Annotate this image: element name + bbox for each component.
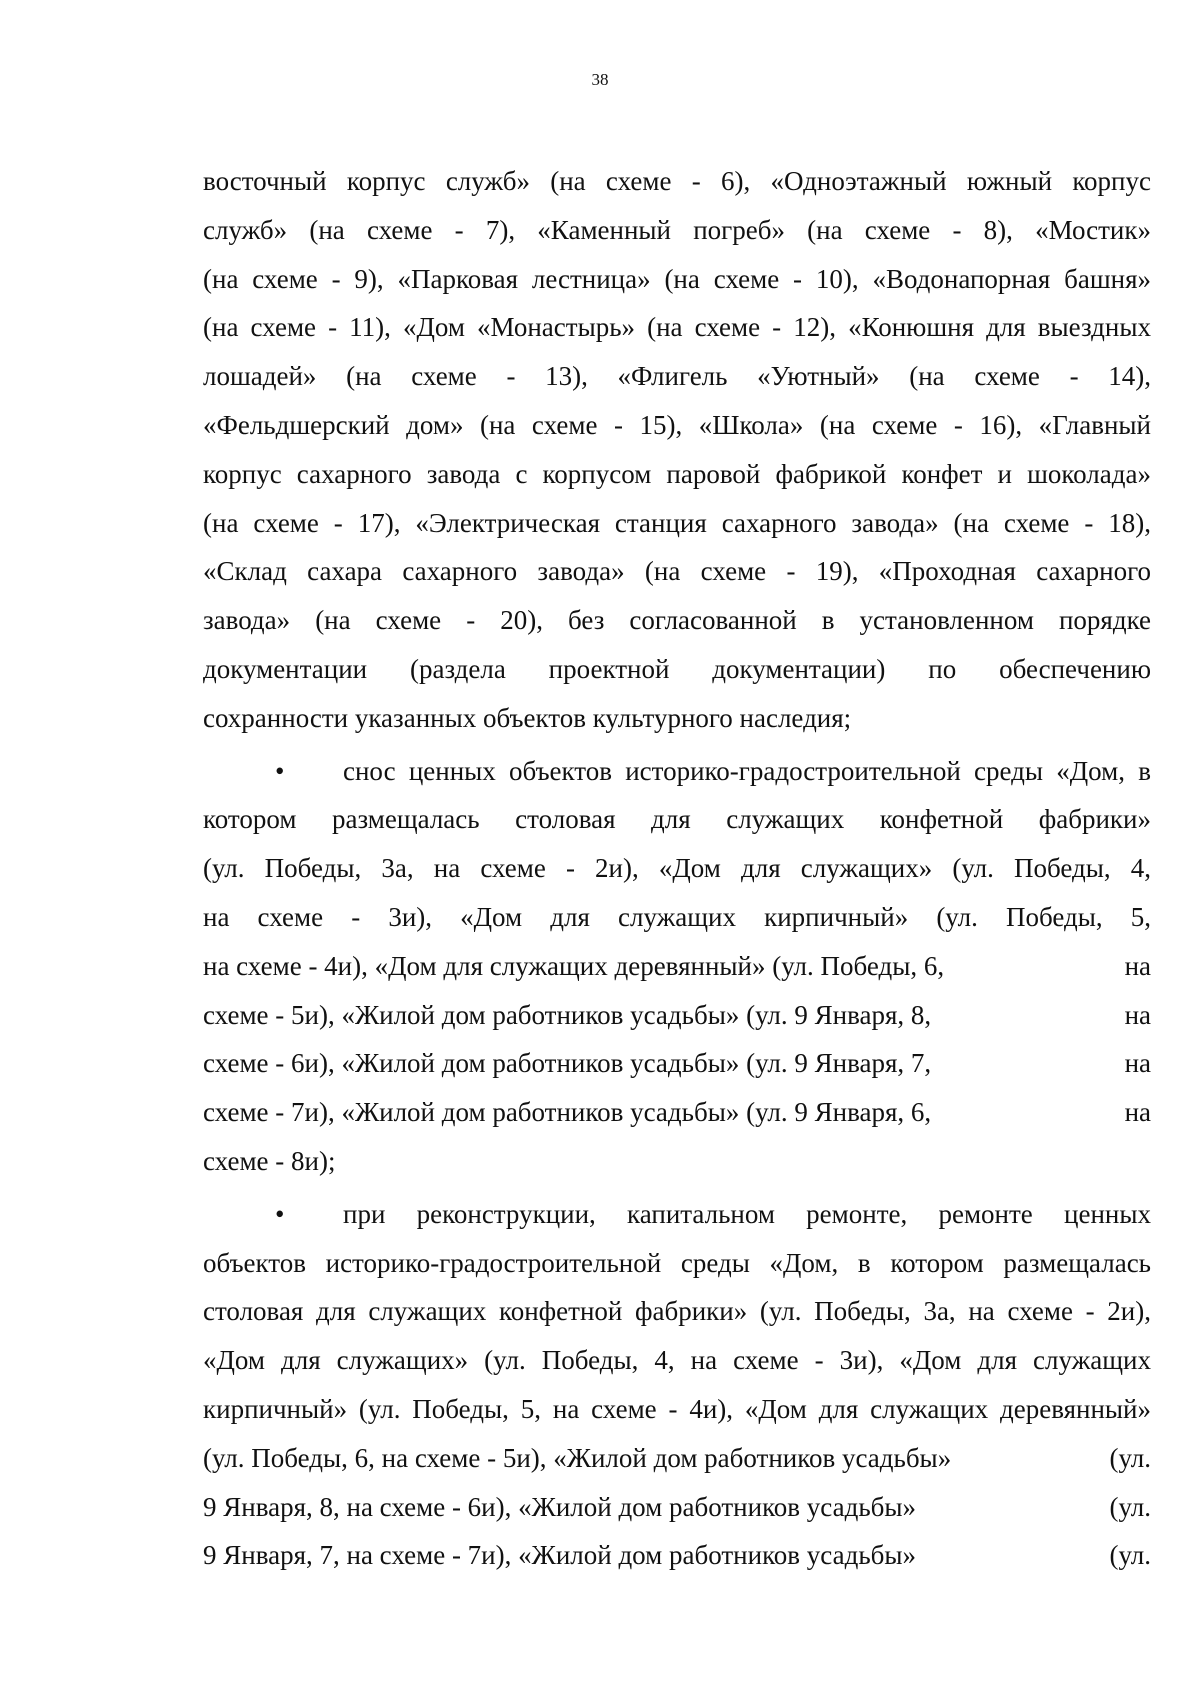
text-line: при реконструкции, капитальном ремонте, ремонте ценных: [343, 1198, 1151, 1229]
text-line-right: на: [1124, 1097, 1151, 1128]
text-line: сохранности указанных объектов культурного наследия;: [203, 702, 852, 733]
text-line: [203, 1088, 1151, 1137]
text-line-left: 9 Января, 7, на схеме - 7и), «Жилой дом работников усадьбы»: [203, 1540, 917, 1571]
text-line: (ул. Победы, 3а, на схеме - 2и), «Дом для служащих» (ул. Победы, 4,: [203, 853, 1151, 884]
bullet-icon: •: [275, 755, 285, 786]
text-line: кирпичный» (ул. Победы, 5, на схеме - 4и), «Дом для служащих деревянный»: [203, 1393, 1151, 1424]
text-line: завода» (на схеме - 20), без согласованной в установленном порядке: [203, 605, 1151, 636]
text-line: документации (раздела проектной документации) по обеспечению: [203, 653, 1151, 684]
text-line-left: (ул. Победы, 6, на схеме - 5и), «Жилой дом работников усадьбы»: [203, 1442, 952, 1473]
text-line-left: схеме - 7и), «Жилой дом работников усадьбы» (ул. 9 Января, 6,: [203, 1097, 932, 1128]
text-line: [203, 1434, 1151, 1483]
text-line: «Фельдшерский дом» (на схеме - 15), «Школа» (на схеме - 16), «Главный: [203, 409, 1151, 440]
text-line-left: на схеме - 4и), «Дом для служащих деревянный» (ул. Победы, 6,: [203, 950, 945, 981]
text-line: [203, 1483, 1151, 1532]
text-line-left: схеме - 6и), «Жилой дом работников усадьбы» (ул. 9 Января, 7,: [203, 1048, 932, 1079]
text-line: котором размещалась столовая для служащих конфетной фабрики»: [203, 804, 1151, 835]
text-line: схеме - 8и);: [203, 1145, 336, 1176]
text-line-right: на: [1124, 999, 1151, 1030]
text-line: на схеме - 3и), «Дом для служащих кирпичный» (ул. Победы, 5,: [203, 901, 1151, 932]
text-line: (на схеме - 11), «Дом «Монастырь» (на схеме - 12), «Конюшня для выездных: [203, 312, 1151, 343]
text-line-right: на: [1124, 1048, 1151, 1079]
text-line: [203, 1039, 1151, 1088]
text-line-left: 9 Января, 8, на схеме - 6и), «Жилой дом работников усадьбы»: [203, 1491, 917, 1522]
bullet-item-demolition: [203, 747, 1151, 1186]
text-line: [203, 1531, 1151, 1580]
bullet-icon: •: [275, 1198, 285, 1229]
bullet-first-line: [203, 747, 1151, 796]
text-line: объектов историко-градостроительной среды «Дом, в котором размещалась: [203, 1247, 1151, 1278]
page-number: 38: [591, 70, 609, 89]
text-line: (на схеме - 17), «Электрическая станция сахарного завода» (на схеме - 18),: [203, 507, 1151, 538]
text-line: снос ценных объектов историко-градостроительной среды «Дом, в: [343, 755, 1151, 786]
text-line: [203, 942, 1151, 991]
document-body: [203, 157, 1151, 1580]
bullet-item-reconstruction: [203, 1190, 1151, 1580]
text-line: лошадей» (на схеме - 13), «Флигель «Уютный» (на схеме - 14),: [203, 361, 1151, 392]
text-line: корпус сахарного завода с корпусом паровой фабрикой конфет и шоколада»: [203, 458, 1151, 489]
text-line: [203, 991, 1151, 1040]
text-line-right: на: [1124, 950, 1151, 981]
text-line: (на схеме - 9), «Парковая лестница» (на схеме - 10), «Водонапорная башня»: [203, 263, 1151, 294]
text-line-right: (ул.: [1109, 1540, 1151, 1571]
paragraph-continuation: [203, 157, 1151, 743]
text-line: «Склад сахара сахарного завода» (на схеме - 19), «Проходная сахарного: [203, 556, 1151, 587]
text-line: служб» (на схеме - 7), «Каменный погреб» (на схеме - 8), «Мостик»: [203, 214, 1151, 245]
text-line-right: (ул.: [1109, 1491, 1151, 1522]
text-line: «Дом для служащих» (ул. Победы, 4, на схеме - 3и), «Дом для служащих: [203, 1345, 1151, 1376]
text-line-left: схеме - 5и), «Жилой дом работников усадьбы» (ул. 9 Января, 8,: [203, 999, 932, 1030]
text-line-right: (ул.: [1109, 1442, 1151, 1473]
text-line: столовая для служащих конфетной фабрики» (ул. Победы, 3а, на схеме - 2и),: [203, 1296, 1151, 1327]
text-line: восточный корпус служб» (на схеме - 6), «Одноэтажный южный корпус: [203, 166, 1151, 196]
bullet-first-line: [203, 1190, 1151, 1239]
